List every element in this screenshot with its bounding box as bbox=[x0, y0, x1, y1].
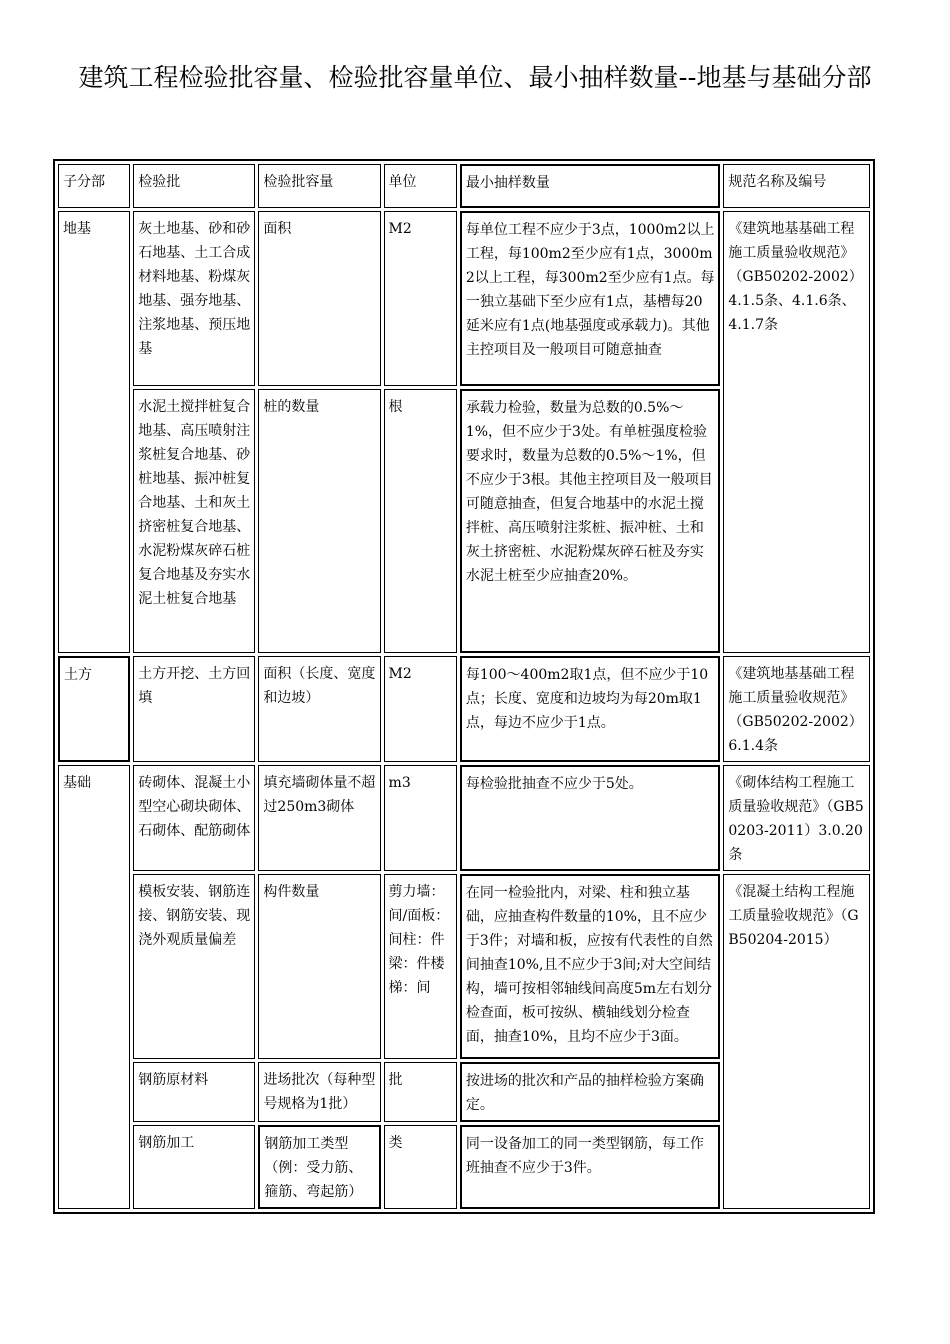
batch-cell: 模板安装、钢筋连接、钢筋安装、现浇外观质量偏差 bbox=[133, 874, 255, 1059]
batch-cell: 钢筋加工 bbox=[133, 1125, 255, 1209]
capacity-cell: 进场批次（每种型号规格为1批） bbox=[258, 1062, 380, 1122]
unit-cell: 剪力墙：间/面板：间柱：件梁：件楼梯：间 bbox=[384, 874, 457, 1059]
min-sample-cell: 每单位工程不应少于3点，1000m2以上工程，每100m2至少应有1点，3000m2以上工程，每300m2至少应有1点。每一独立基础下至少应有1点，基槽每20延米应有1点(地基强度或承载力)。其他主控项目及一般项目可随意抽查 bbox=[460, 211, 721, 386]
min-sample-cell: 按进场的批次和产品的抽样检验方案确定。 bbox=[460, 1062, 721, 1122]
header-sub-division: 子分部 bbox=[58, 164, 130, 208]
header-batch: 检验批 bbox=[133, 164, 255, 208]
min-sample-cell: 承载力检验，数量为总数的0.5%～1%，但不应少于3处。有单桩强度检验要求时，数量为总数的0.5%～1%，但不应少于3根。其他主控项目及一般项目可随意抽查，但复合地基中的水泥土搅拌桩、高压喷射注浆桩、振冲桩、土和灰土挤密桩、水泥粉煤灰碎石桩及夯实水泥土桩至少应抽查20%。 bbox=[460, 389, 721, 653]
table-row bbox=[58, 211, 870, 386]
table-row bbox=[58, 874, 870, 1059]
sampling-table bbox=[53, 159, 875, 1214]
unit-cell: 根 bbox=[384, 389, 457, 653]
group-name-foundation: 地基 bbox=[58, 211, 130, 653]
capacity-cell: 填充墙砌体量不超过250m3砌体 bbox=[258, 765, 380, 871]
capacity-cell: 钢筋加工类型（例：受力筋、箍筋、弯起筋） bbox=[258, 1125, 380, 1209]
header-capacity: 检验批容量 bbox=[258, 164, 380, 208]
min-sample-cell: 同一设备加工的同一类型钢筋，每工作班抽查不应少于3件。 bbox=[460, 1125, 721, 1209]
table-row bbox=[58, 656, 870, 762]
batch-cell: 砖砌体、混凝土小型空心砌块砌体、石砌体、配筋砌体 bbox=[133, 765, 255, 871]
capacity-cell: 桩的数量 bbox=[258, 389, 380, 653]
table-row bbox=[58, 765, 870, 871]
standard-cell: 《混凝土结构工程施工质量验收规范》（GB50204-2015） bbox=[723, 874, 870, 1209]
batch-cell: 钢筋原材料 bbox=[133, 1062, 255, 1122]
group-name-earthwork: 土方 bbox=[58, 656, 130, 762]
capacity-cell: 面积（长度、宽度和边坡） bbox=[258, 656, 380, 762]
unit-cell: 类 bbox=[384, 1125, 457, 1209]
header-unit: 单位 bbox=[384, 164, 457, 208]
header-min-sample: 最小抽样数量 bbox=[460, 164, 721, 208]
standard-cell: 《建筑地基基础工程施工质量验收规范》（GB50202-2002）4.1.5条、4.1.6条、4.1.7条 bbox=[723, 211, 870, 653]
unit-cell: M2 bbox=[384, 656, 457, 762]
standard-cell: 《砌体结构工程施工质量验收规范》（GB50203-2011）3.0.20条 bbox=[723, 765, 870, 871]
unit-cell: 批 bbox=[384, 1062, 457, 1122]
min-sample-cell: 每100～400m2取1点，但不应少于10点；长度、宽度和边坡均为每20m取1点，每边不应少于1点。 bbox=[460, 656, 721, 762]
capacity-cell: 构件数量 bbox=[258, 874, 380, 1059]
min-sample-cell: 每检验批抽查不应少于5处。 bbox=[460, 765, 721, 871]
header-row bbox=[58, 164, 870, 208]
group-name-base: 基础 bbox=[58, 765, 130, 1209]
capacity-cell: 面积 bbox=[258, 211, 380, 386]
unit-cell: M2 bbox=[384, 211, 457, 386]
page-title: 建筑工程检验批容量、检验批容量单位、最小抽样数量--地基与基础分部 bbox=[78, 63, 872, 92]
min-sample-cell: 在同一检验批内，对梁、柱和独立基础，应抽查构件数量的10%，且不应少于3件；对墙和板，应按有代表性的自然间抽查10%,且不应少于3间;对大空间结构，墙可按相邻轴线间高度5m左右划分检查面，板可按纵、横轴线划分检查面，抽查10%，且均不应少于3面。 bbox=[460, 874, 721, 1059]
standard-cell: 《建筑地基基础工程施工质量验收规范》（GB50202-2002）6.1.4条 bbox=[723, 656, 870, 762]
header-standard: 规范名称及编号 bbox=[723, 164, 870, 208]
batch-cell: 水泥土搅拌桩复合地基、高压喷射注浆桩复合地基、砂桩地基、振冲桩复合地基、土和灰土挤密桩复合地基、水泥粉煤灰碎石桩复合地基及夯实水泥土桩复合地基 bbox=[133, 389, 255, 653]
batch-cell: 土方开挖、土方回填 bbox=[133, 656, 255, 762]
batch-cell: 灰土地基、砂和砂石地基、土工合成材料地基、粉煤灰地基、强夯地基、注浆地基、预压地基 bbox=[133, 211, 255, 386]
unit-cell: m3 bbox=[384, 765, 457, 871]
